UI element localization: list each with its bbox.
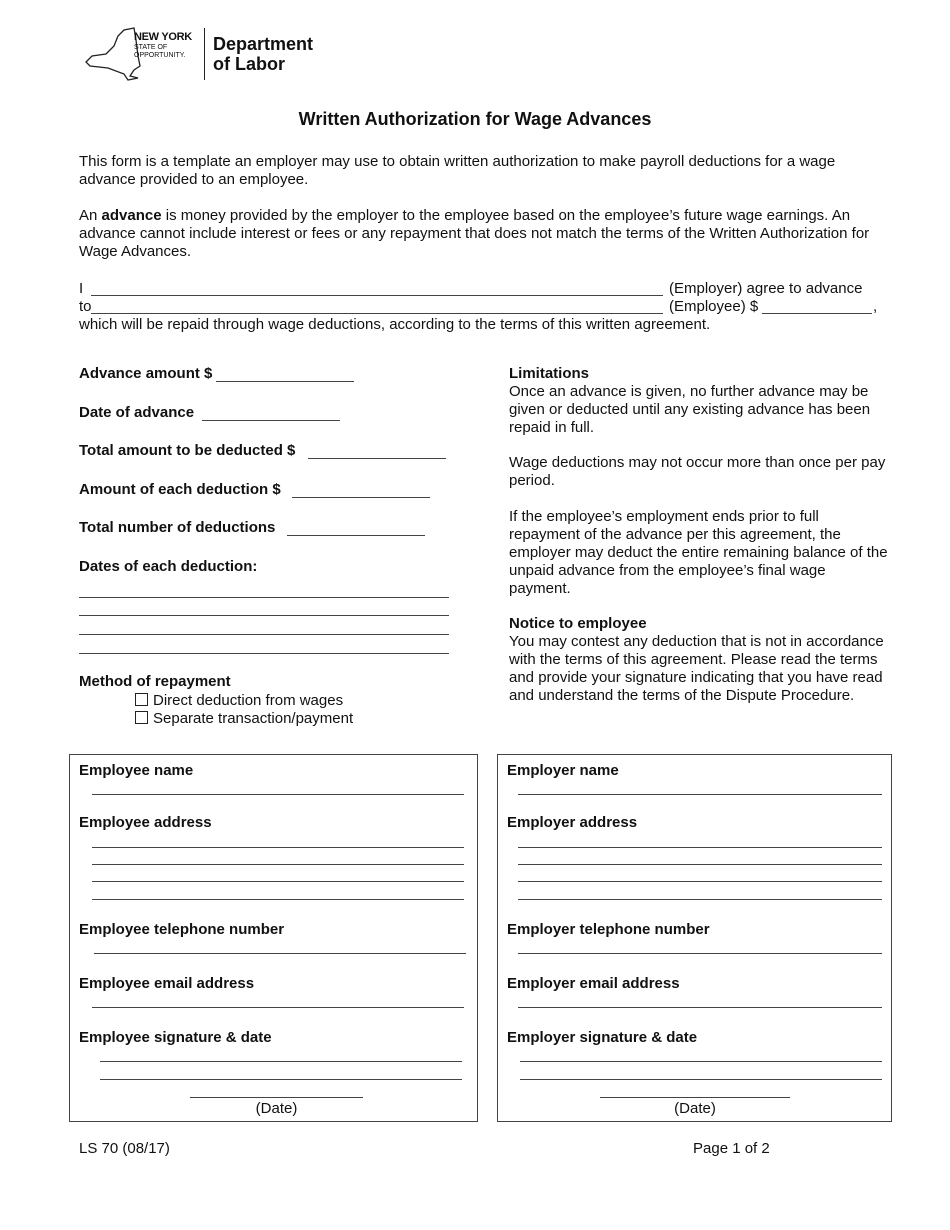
employer-name-input[interactable] bbox=[518, 794, 882, 795]
employer-info-box bbox=[497, 754, 892, 1122]
limitations-heading: Limitations bbox=[509, 365, 590, 382]
checkbox[interactable] bbox=[135, 711, 148, 724]
employee-name-label: Employee name bbox=[79, 762, 194, 779]
logo-state: NEW YORK bbox=[134, 31, 192, 43]
employer-email-label: Employer email address bbox=[507, 975, 680, 992]
employee-info-box bbox=[69, 754, 478, 1122]
nys-dol-logo bbox=[84, 26, 324, 82]
comma: , bbox=[873, 298, 878, 315]
deduction-date-line[interactable] bbox=[79, 597, 449, 598]
employer-name-field[interactable] bbox=[91, 295, 663, 296]
logo-department: Department bbox=[213, 34, 314, 54]
term: advance bbox=[101, 207, 162, 224]
deduction-date-line[interactable] bbox=[79, 615, 449, 616]
page-title: Written Authorization for Wage Advances bbox=[298, 109, 652, 129]
employee-phone-label: Employee telephone number bbox=[79, 921, 285, 938]
employee-suffix: (Employee) $ bbox=[669, 298, 759, 315]
option-label: Separate transaction/payment bbox=[153, 710, 354, 727]
date-of-advance-input[interactable] bbox=[202, 420, 340, 421]
total-deducted-input[interactable] bbox=[308, 458, 446, 459]
option-separate-payment[interactable] bbox=[135, 710, 353, 728]
employer-name-label: Employer name bbox=[507, 762, 619, 779]
employee-name-field[interactable] bbox=[91, 313, 663, 314]
limitations-text: If the employee’s employment ends prior to full repayment of the advance per this agreement, the employer may deduct the entire remaining balance of the unpaid advance from the employee’s final wage payment. bbox=[509, 508, 888, 597]
advance-definition bbox=[79, 207, 889, 261]
logo-tagline: STATE OF bbox=[134, 44, 168, 51]
option-label: Direct deduction from wages bbox=[153, 692, 344, 709]
employer-address-input[interactable] bbox=[518, 864, 882, 865]
page-number: Page 1 of 2 bbox=[693, 1140, 770, 1157]
text: is money provided by the employer to the employee based on the employee’s future wage earnings. An advance cannot include interest or fees or any repayment that does not match the terms of the Written Authorization for Wage Advances. bbox=[79, 207, 870, 260]
employer-address-input[interactable] bbox=[518, 899, 882, 900]
employee-signature-label: Employee signature & date bbox=[79, 1029, 272, 1046]
agreement-to: to bbox=[79, 298, 92, 315]
employee-address-label: Employee address bbox=[79, 814, 212, 831]
repaid-text: which will be repaid through wage deductions, according to the terms of this written agreement. bbox=[79, 316, 711, 333]
employer-signature-input[interactable] bbox=[520, 1079, 882, 1080]
limitations-text: Once an advance is given, no further advance may be given or deducted until any existing advance has been repaid in full. bbox=[509, 383, 871, 436]
employee-address-input[interactable] bbox=[92, 899, 464, 900]
form-id: LS 70 (08/17) bbox=[79, 1140, 170, 1157]
option-direct-deduction[interactable] bbox=[135, 692, 343, 710]
each-deduction-input[interactable] bbox=[292, 497, 430, 498]
employee-name-input[interactable] bbox=[92, 794, 464, 795]
deduction-date-line[interactable] bbox=[79, 634, 449, 635]
employer-address-input[interactable] bbox=[518, 847, 882, 848]
employer-address-label: Employer address bbox=[507, 814, 638, 831]
date-of-advance-label: Date of advance bbox=[79, 404, 195, 421]
notice-text: You may contest any deduction that is not in accordance with the terms of this agreement. Please read the terms and provide your signature indicating that you have read and understand the terms of the Dispute Procedure. bbox=[509, 633, 884, 704]
employee-email-input[interactable] bbox=[92, 1007, 464, 1008]
employee-address-input[interactable] bbox=[92, 881, 464, 882]
dates-each-label: Dates of each deduction: bbox=[79, 558, 258, 575]
employer-suffix: (Employer) agree to advance bbox=[669, 280, 863, 297]
agreement-i: I bbox=[79, 280, 84, 297]
employee-phone-input[interactable] bbox=[94, 953, 466, 954]
logo-divider bbox=[204, 28, 205, 80]
employer-signature-input[interactable] bbox=[520, 1061, 882, 1062]
employer-phone-input[interactable] bbox=[518, 953, 882, 954]
employer-email-input[interactable] bbox=[518, 1007, 882, 1008]
intro-text: This form is a template an employer may use to obtain written authorization to make payroll deductions for a wage advance provided to an employee. bbox=[79, 153, 836, 188]
employee-signature-input[interactable] bbox=[100, 1061, 462, 1062]
employer-date-label: (Date) bbox=[674, 1100, 716, 1117]
notice-heading: Notice to employee bbox=[509, 615, 647, 632]
employee-signature-input[interactable] bbox=[100, 1079, 462, 1080]
checkbox[interactable] bbox=[135, 693, 148, 706]
employer-signature-label: Employer signature & date bbox=[507, 1029, 698, 1046]
each-deduction-label: Amount of each deduction $ bbox=[79, 481, 281, 498]
advance-amount-input[interactable] bbox=[216, 381, 354, 382]
number-deductions-label: Total number of deductions bbox=[79, 519, 276, 536]
employer-date-input[interactable] bbox=[600, 1097, 790, 1098]
number-deductions-input[interactable] bbox=[287, 535, 425, 536]
method-label: Method of repayment bbox=[79, 673, 231, 690]
advance-amount-field[interactable] bbox=[762, 313, 872, 314]
employer-address-input[interactable] bbox=[518, 881, 882, 882]
employee-date-input[interactable] bbox=[190, 1097, 363, 1098]
text: An bbox=[79, 207, 102, 224]
employee-email-label: Employee email address bbox=[79, 975, 255, 992]
logo-department: of Labor bbox=[213, 54, 285, 74]
employer-phone-label: Employer telephone number bbox=[507, 921, 710, 938]
logo-tagline: OPPORTUNITY. bbox=[134, 52, 186, 59]
total-deducted-label: Total amount to be deducted $ bbox=[79, 442, 296, 459]
limitations-text: Wage deductions may not occur more than once per pay period. bbox=[509, 454, 886, 489]
deduction-date-line[interactable] bbox=[79, 653, 449, 654]
employee-date-label: (Date) bbox=[255, 1100, 298, 1117]
advance-amount-label: Advance amount $ bbox=[79, 365, 213, 382]
employee-address-input[interactable] bbox=[92, 864, 464, 865]
employee-address-input[interactable] bbox=[92, 847, 464, 848]
